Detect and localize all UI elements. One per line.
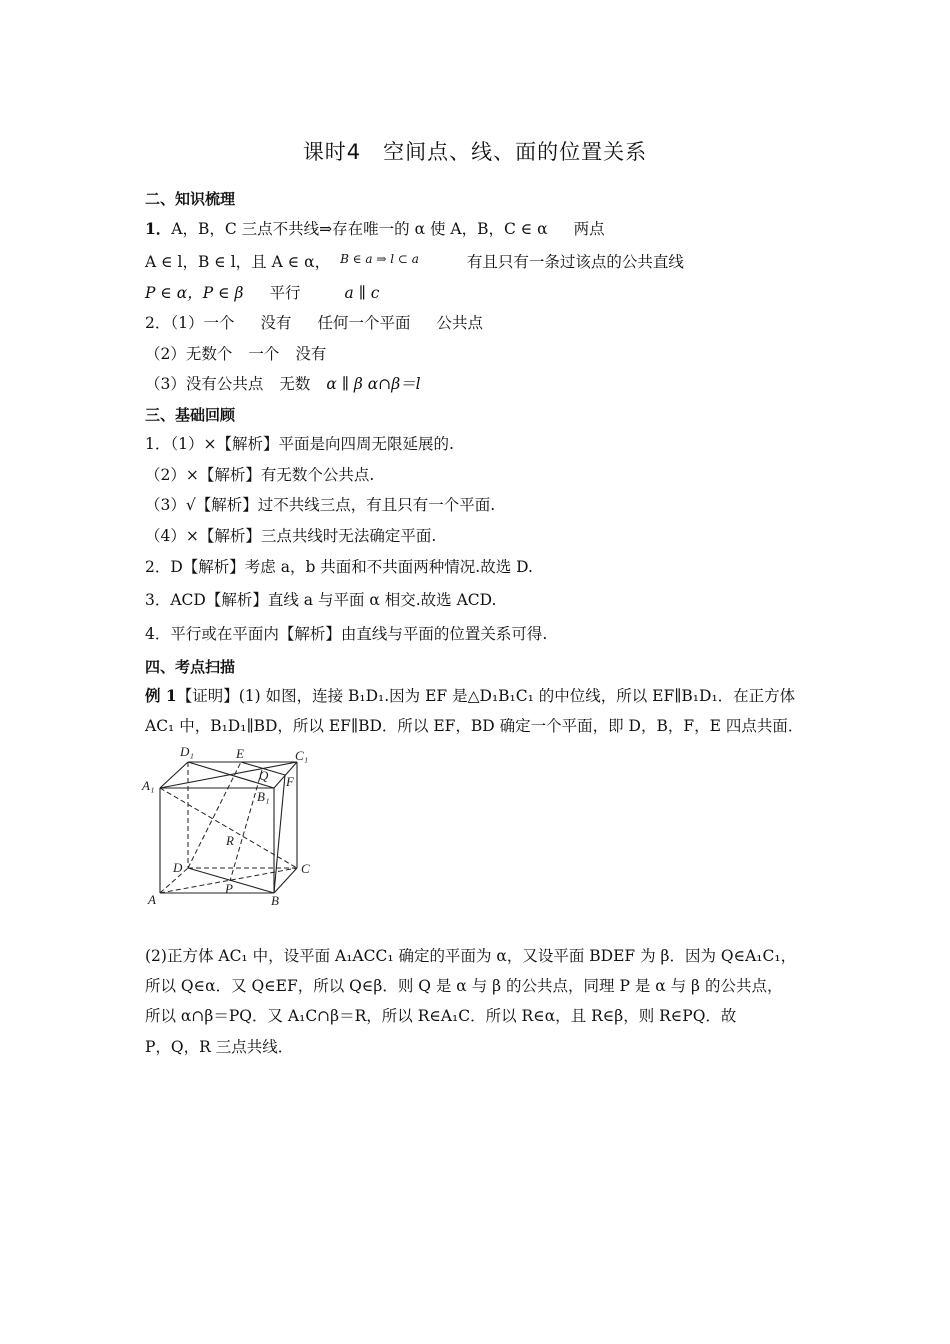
review-item: 3．ACD【解析】直线 a 与平面 α 相交.故选 ACD. bbox=[145, 591, 497, 609]
item-number: 1． bbox=[145, 219, 172, 238]
knowledge-blank: a ∥ c bbox=[344, 284, 380, 302]
knowledge-blank: α ∥ β α∩β＝l bbox=[326, 375, 421, 393]
knowledge-line-1 bbox=[145, 219, 605, 239]
knowledge-line-4 bbox=[145, 313, 483, 333]
knowledge-blank: 公共点 bbox=[436, 314, 484, 332]
review-item: （4）×【解析】三点共线时无法确定平面. bbox=[145, 527, 437, 545]
label-a: A bbox=[148, 892, 156, 907]
label-d1: D₁ bbox=[180, 744, 194, 759]
section-heading-knowledge: 二、知识梳理 bbox=[145, 190, 236, 208]
knowledge-line-2 bbox=[145, 252, 684, 273]
knowledge-blank: 有且只有一条过该点的公共直线 bbox=[466, 253, 684, 271]
review-item: （3）√【解析】过不共线三点，有且只有一个平面. bbox=[145, 496, 496, 514]
section-heading-scan: 四、考点扫描 bbox=[145, 658, 236, 676]
label-q: Q bbox=[259, 768, 269, 783]
review-item: 4．平行或在平面内【解析】由直线与平面的位置关系可得. bbox=[145, 625, 548, 643]
proof-part-2-line: 所以 α∩β＝PQ．又 A₁C∩β＝R，所以 R∈A₁C．所以 R∈α，且 R∈β，则 R∈PQ．故 bbox=[145, 1007, 737, 1025]
knowledge-formula: B ∈ a ⇒ l ⊂ a bbox=[340, 252, 419, 266]
label-c: C bbox=[301, 861, 310, 876]
label-b1: B₁ bbox=[257, 789, 270, 804]
knowledge-blank: 平行 bbox=[269, 284, 301, 302]
knowledge-blank: 一个 bbox=[248, 345, 280, 363]
label-p: P bbox=[225, 881, 233, 896]
knowledge-blank: 两点 bbox=[573, 220, 605, 238]
proof-part-2-line: P，Q，R 三点共线． bbox=[145, 1038, 294, 1056]
knowledge-line-6 bbox=[145, 374, 421, 394]
label-a1: A₁ bbox=[142, 778, 155, 793]
page-title: 课时4 空间点、线、面的位置关系 bbox=[302, 140, 648, 164]
label-d: D bbox=[173, 860, 183, 875]
knowledge-text: （3）没有公共点 bbox=[145, 375, 264, 393]
review-item: （2）×【解析】有无数个公共点. bbox=[145, 466, 375, 484]
knowledge-text: A，B，C 三点不共线⇒存在唯一的 α 使 A，B，C ∈ α bbox=[171, 220, 548, 238]
proof-part-2-line: (2)正方体 AC₁ 中，设平面 A₁ACC₁ 确定的平面为 α，又设平面 BDEF 为 β．因为 Q∈A₁C₁， bbox=[145, 947, 797, 965]
knowledge-blank: 任何一个平面 bbox=[317, 314, 411, 332]
label-e: E bbox=[236, 746, 244, 761]
review-item: 2．D【解析】考虑 a，b 共面和不共面两种情况.故选 D. bbox=[145, 558, 533, 576]
knowledge-text: A ∈ l，B ∈ l，且 A ∈ α， bbox=[145, 253, 331, 271]
label-f: F bbox=[286, 774, 294, 789]
example-1-line-2: AC₁ 中，B₁D₁∥BD，所以 EF∥BD．所以 EF，BD 确定一个平面，即 D，B，F，E 四点共面． bbox=[145, 717, 804, 735]
knowledge-text: （2）无数个 bbox=[145, 345, 233, 363]
section-heading-review: 三、基础回顾 bbox=[145, 406, 236, 424]
knowledge-text: P ∈ α，P ∈ β bbox=[145, 284, 244, 302]
label-r: R bbox=[226, 833, 234, 848]
knowledge-text: 2．（1）一个 bbox=[145, 314, 235, 332]
label-b: B bbox=[271, 893, 279, 908]
example-label: 例 1 bbox=[145, 686, 177, 705]
review-item: 1．（1）×【解析】平面是向四周无限延展的. bbox=[145, 435, 454, 453]
cube-figure bbox=[140, 740, 320, 912]
knowledge-blank: 没有 bbox=[260, 314, 292, 332]
knowledge-line-5 bbox=[145, 344, 326, 364]
knowledge-blank: 无数 bbox=[279, 375, 311, 393]
label-c1: C₁ bbox=[295, 748, 309, 763]
proof-part-2-line: 所以 Q∈α．又 Q∈EF，所以 Q∈β．则 Q 是 α 与 β 的公共点，同理 P 是 α 与 β 的公共点， bbox=[145, 977, 783, 995]
example-text: 【证明】(1) 如图，连接 B₁D₁.因为 EF 是△D₁B₁C₁ 的中位线，所以 EF∥B₁D₁．在正方体 bbox=[176, 687, 796, 705]
knowledge-blank: 没有 bbox=[295, 345, 327, 363]
example-1-line-1 bbox=[145, 686, 795, 706]
knowledge-line-3 bbox=[145, 283, 379, 303]
